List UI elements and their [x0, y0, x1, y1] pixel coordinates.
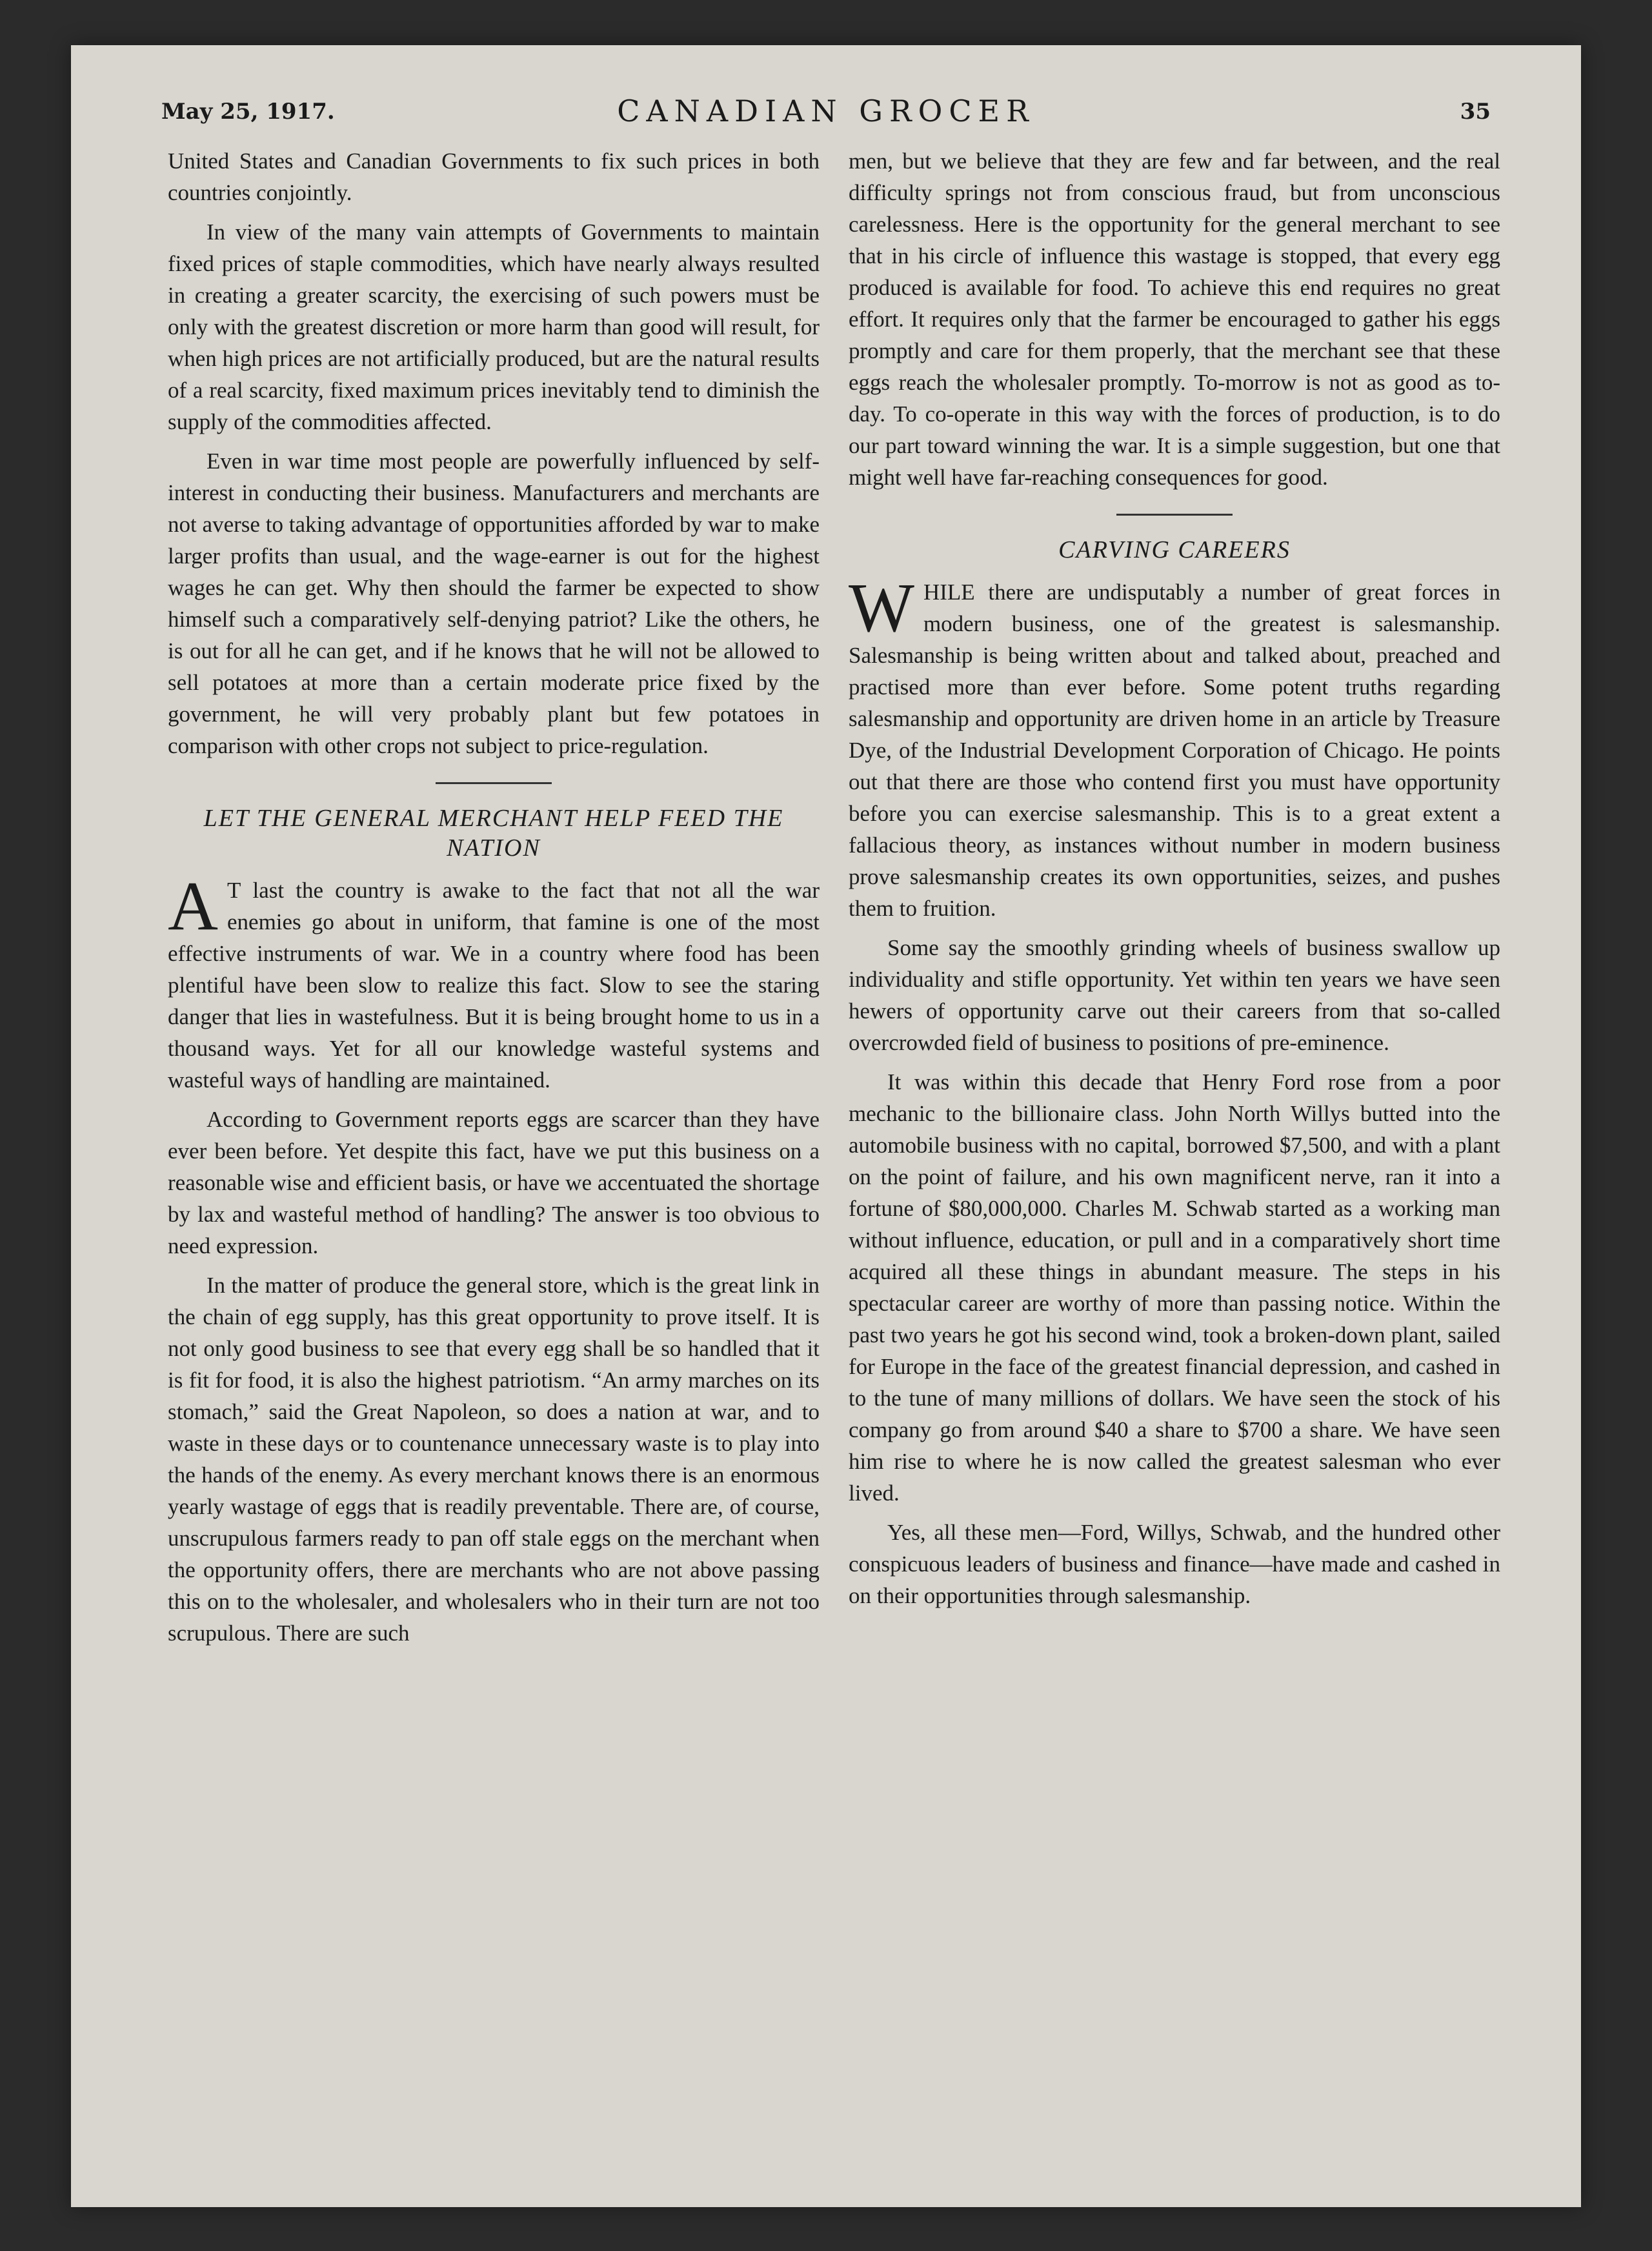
- paragraph: Some say the smoothly grinding wheels of business swallow up individuality and stifle opportunity. Yet within ten years we have seen hewers of opportunity carve out their careers from that so-called overcrowded field of business to positions of pre-eminence.: [849, 935, 1500, 1055]
- article-lead-paragraph: [849, 570, 1500, 924]
- drop-cap: A: [168, 868, 218, 945]
- page-number: 35: [1460, 99, 1491, 125]
- lead-caps: T: [227, 878, 241, 903]
- continued-paragraph: men, but we believe that they are few and far between, and the real difficulty springs not from conscious fraud, but from unconscious carelessness. Here is the opportunity for the general merchant to see that in his circle of influence this wastage is stopped, that every egg produced is available for food. To achieve this end requires no great effort. It requires only that the farmer be encouraged to gather his eggs promptly and care for them properly, that the merchant see that these eggs reach the wholesaler promptly. To-morrow is not as good as to-day. To co-operate in this way with the forces of production, is to do our part toward winning the war. It is a simple suggestion, but one that might well have far-reaching consequences for good.: [849, 148, 1500, 490]
- left-column: [168, 145, 820, 1657]
- paragraph: It was within this decade that Henry Ford rose from a poor mechanic to the billionaire class. John North Willys butted into the automobile business with no capital, borrowed $7,500, and with a plant on the point of failure, and his own magnificent nerve, ran it into a fortune of $80,000,000. Charles M. Schwab started as a working man without influence, education, or pull and in a comparatively short time acquired all these things in abundant measure. The steps in his spectacular career are worthy of more than passing notice. Within the past two years he got his second wind, took a broken-down plant, sailed for Europe in the face of the greatest financial depression, and cashed in to the tune of many millions of dollars. We have seen the stock of his company go from around $40 a share to $700 a share. We have seen him rise to where he is now called the greatest salesman who ever lived.: [849, 1069, 1500, 1506]
- lead-text: last the country is awake to the fact that not all the war enemies go about in uniform, that famine is one of the most effective instruments of war. We in a country where food has been plentiful have been slow to realize this fact. Slow to see the staring danger that lies in wastefulness. But it is being brought home to us in a thousand ways. Yet for all our knowledge wasteful systems and wasteful ways of handling are maintained.: [168, 878, 820, 1093]
- section-divider: [1116, 514, 1233, 516]
- magazine-page: [71, 45, 1581, 2207]
- paragraph: In view of the many vain attempts of Governments to maintain fixed prices of staple commodities, which have nearly always resulted in creating a greater scarcity, the exercising of such powers must be only with the greatest discretion or more harm than good will result, for when high prices are not artificially produced, but are the natural results of a real scarcity, fixed maximum prices inevitably tend to diminish the supply of the commodities affected.: [168, 219, 820, 434]
- paragraph: Yes, all these men—Ford, Willys, Schwab, and the hundred other conspicuous leaders of business and finance—have made and cashed in on their opportunities through salesmanship.: [849, 1520, 1500, 1608]
- paragraph: According to Government reports eggs are scarcer than they have ever been before. Yet despite this fact, have we put this business on a reasonable wise and efficient basis, or have we accentuated the shortage by lax and wasteful method of handling? The answer is too obvious to need expression.: [168, 1107, 820, 1258]
- drop-cap: W: [849, 570, 914, 647]
- article-lead-paragraph: [168, 868, 820, 1096]
- continued-paragraph: United States and Canadian Governments to fix such prices in both countries conjointly.: [168, 148, 820, 205]
- lead-caps: HILE: [923, 580, 975, 605]
- paragraph: In the matter of produce the general store, which is the great link in the chain of egg supply, has this great opportunity to prove itself. It is not only good business to see that every egg shall be so handled that it is fit for food, it is also the highest patriotism. “An army marches on its stomach,” said the Great Napoleon, so does a nation at war, and to waste in these days or to countenance unnecessary waste is to play into the hands of the enemy. As every merchant knows there is an enormous yearly wastage of eggs that is readily preventable. There are, of course, unscrupulous farmers ready to pan off stale eggs on the merchant when the opportunity offers, there are merchants who are not above passing this on to the wholesaler, and wholesalers who in their turn are not too scrupulous. There are such: [168, 1273, 820, 1646]
- article-headline: CARVING CAREERS: [1058, 536, 1291, 563]
- paragraph: Even in war time most people are powerfully influenced by self-interest in conducting their business. Manufacturers and merchants are not averse to taking advantage of opportunities afforded by war to make larger profits than usual, and the wage-earner is out for the highest wages he can get. Why then should the farmer be expected to show himself such a comparatively self-denying patriot? Like the others, he is out for all he can get, and if he knows that he will not be allowed to sell potatoes at more than a certain moderate price fixed by the government, he will very probably plant but few potatoes in comparison with other crops not subject to price-regulation.: [168, 449, 820, 758]
- section-divider: [436, 782, 552, 784]
- lead-text: there are undisputably a number of great forces in modern business, one of the greatest is salesmanship. Salesmanship is being written about and talked about, preached and practised more than ever before. Some potent truths regarding salesmanship and opportunity are driven home in an article by Treasure Dye, of the Industrial Development Corporation of Chicago. He points out that there are those who contend first you must have opportunity before you can exercise salesmanship. This is to a great extent a fallacious theory, as instances without number in modern business prove salesmanship creates its own opportunities, seizes, and pushes them to fruition.: [849, 580, 1500, 921]
- page-header: [161, 94, 1491, 145]
- issue-date: May 25, 1917.: [161, 99, 335, 125]
- right-column: [849, 145, 1500, 1619]
- article-headline: LET THE GENERAL MERCHANT HELP FEED THE NATION: [203, 805, 784, 862]
- publication-title: CANADIAN GROCER: [617, 94, 1035, 128]
